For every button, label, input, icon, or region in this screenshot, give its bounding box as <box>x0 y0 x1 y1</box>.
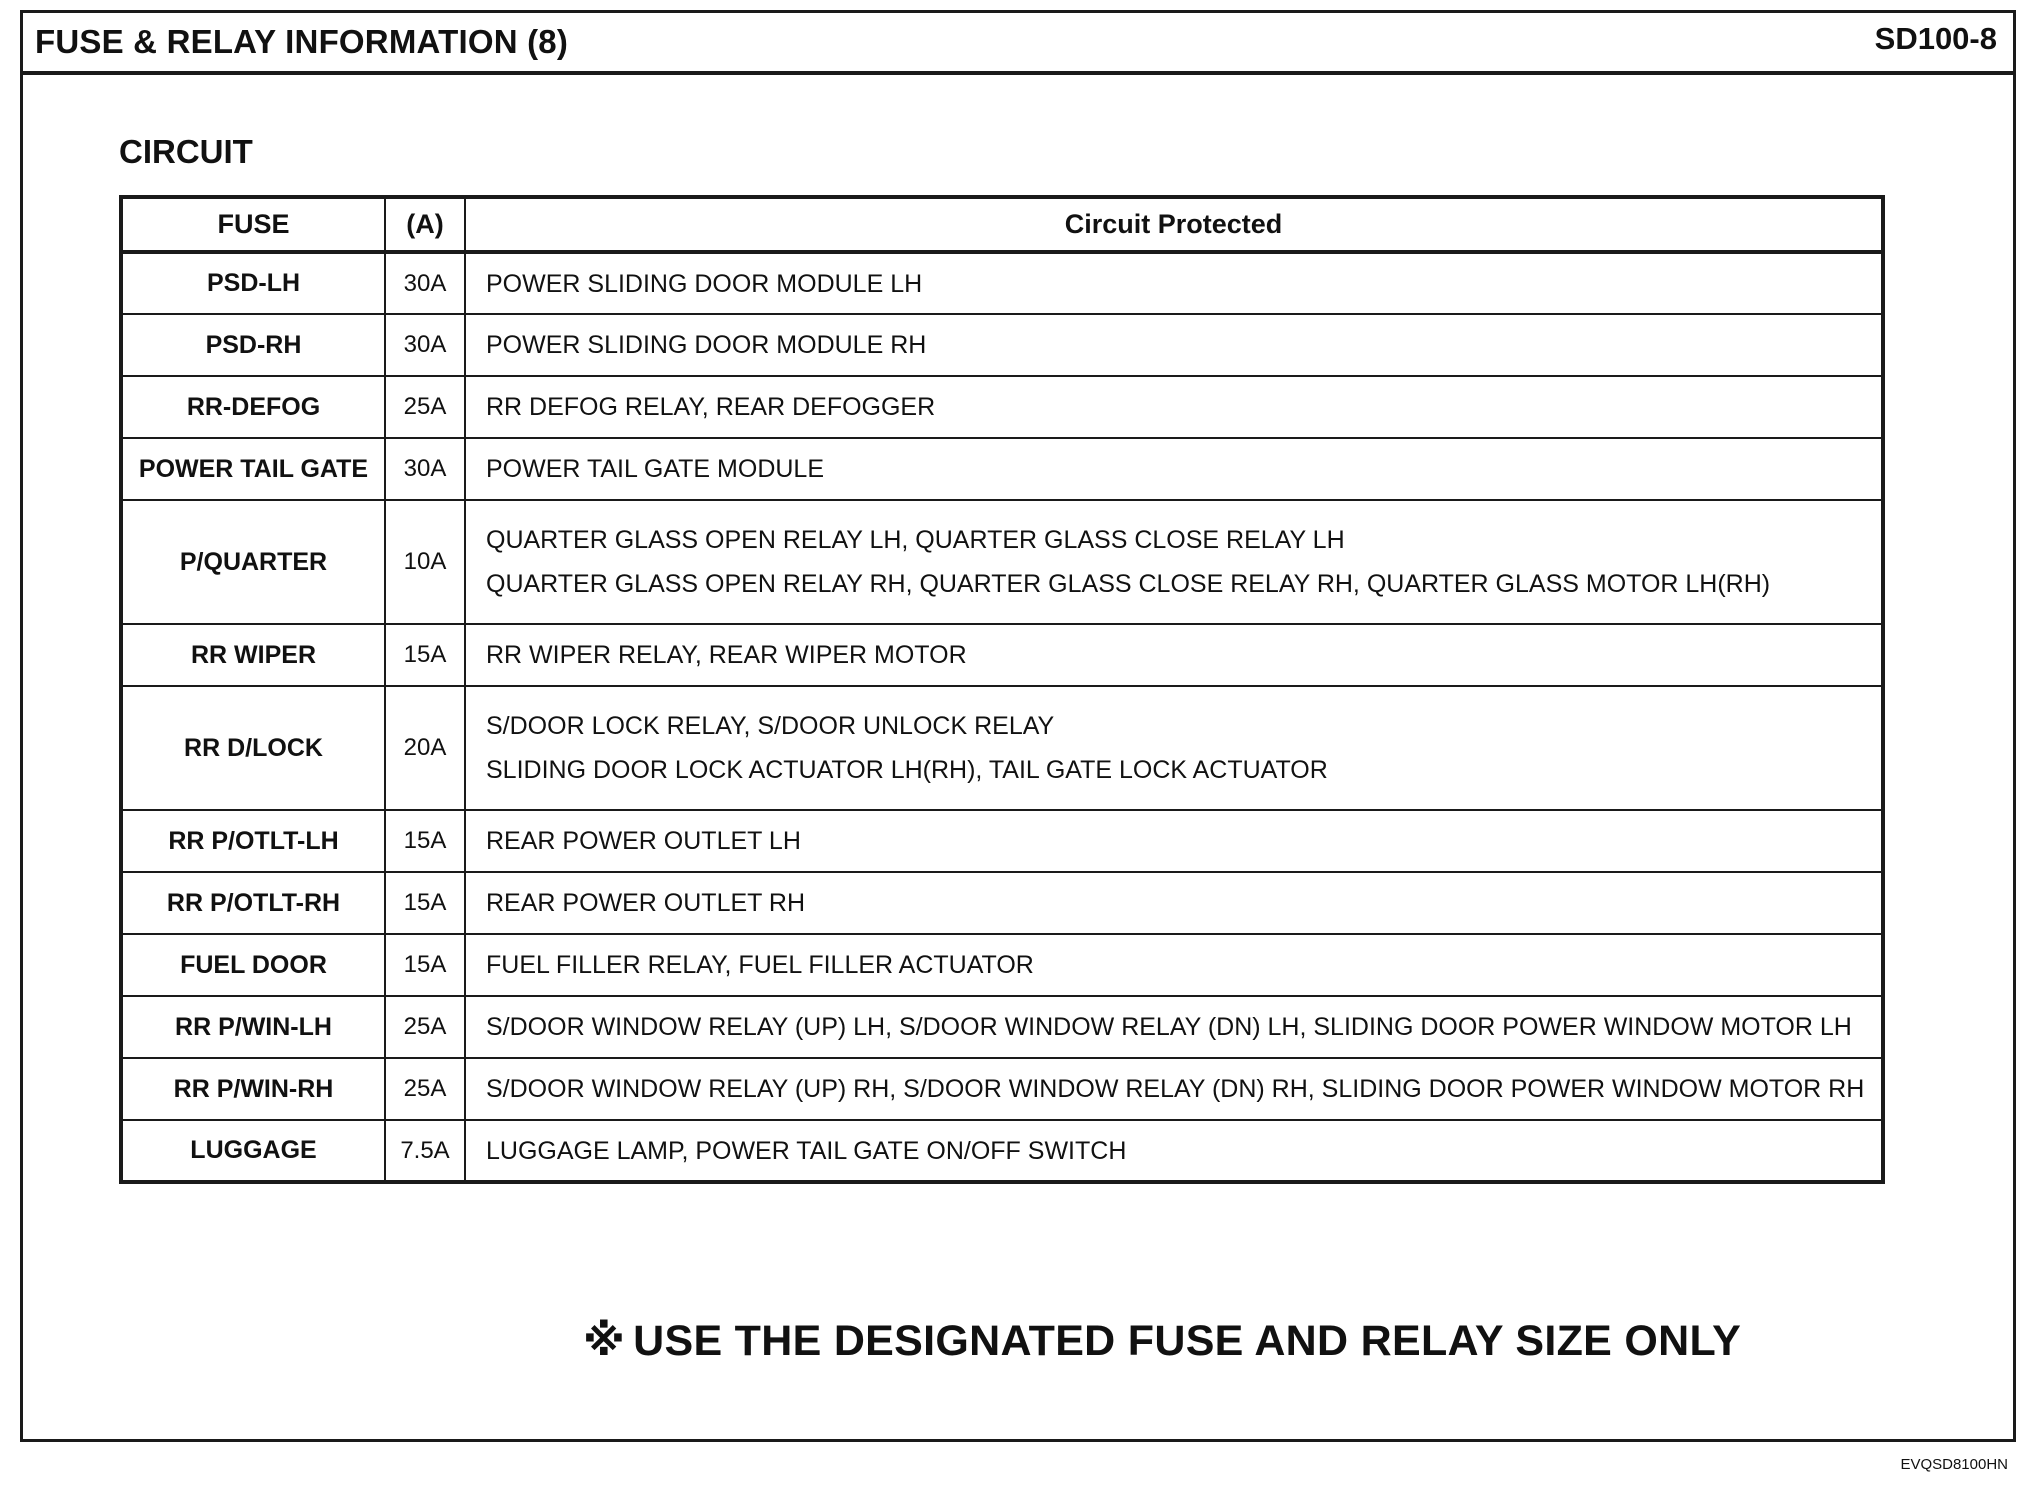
circuit-protected-cell <box>465 996 1883 1058</box>
circuit-protected-cell <box>465 810 1883 872</box>
fuse-rating-cell: 25A <box>385 376 465 438</box>
circuit-line: SLIDING DOOR LOCK ACTUATOR LH(RH), TAIL GATE LOCK ACTUATOR <box>486 756 1328 784</box>
circuit-line: QUARTER GLASS OPEN RELAY RH, QUARTER GLASS CLOSE RELAY RH, QUARTER GLASS MOTOR LH(RH) <box>486 570 1771 598</box>
circuit-protected-cell <box>465 252 1883 314</box>
section-title: CIRCUIT <box>119 133 253 170</box>
table-row <box>121 810 1883 872</box>
table-row <box>121 376 1883 438</box>
circuit-protected-cell <box>465 872 1883 934</box>
document-id: EVQSD8100HN <box>1900 1456 2008 1473</box>
fuse-table <box>119 195 1885 1184</box>
table-row <box>121 872 1883 934</box>
circuit-protected-cell <box>465 500 1883 624</box>
fuse-name-cell: PSD-LH <box>121 252 385 314</box>
page-title: FUSE & RELAY INFORMATION (8) <box>35 23 569 60</box>
circuit-line: RR DEFOG RELAY, REAR DEFOGGER <box>486 393 936 421</box>
circuit-line: QUARTER GLASS OPEN RELAY LH, QUARTER GLASS CLOSE RELAY LH <box>486 526 1345 554</box>
column-header-amp: (A) <box>385 197 465 252</box>
circuit-protected-cell <box>465 934 1883 996</box>
circuit-protected-cell <box>465 376 1883 438</box>
table-row <box>121 996 1883 1058</box>
fuse-rating-cell: 15A <box>385 624 465 686</box>
fuse-rating-cell: 15A <box>385 934 465 996</box>
fuse-rating-cell: 15A <box>385 872 465 934</box>
circuit-protected-cell <box>465 314 1883 376</box>
table-header-row <box>121 197 1883 252</box>
table-row <box>121 624 1883 686</box>
column-header-fuse: FUSE <box>121 197 385 252</box>
circuit-protected-cell <box>465 686 1883 810</box>
fuse-name-cell: RR P/OTLT-LH <box>121 810 385 872</box>
table-row <box>121 1058 1883 1120</box>
reference-mark-icon: ※ <box>583 1317 626 1365</box>
circuit-line: REAR POWER OUTLET LH <box>486 827 801 855</box>
table-row <box>121 1120 1883 1182</box>
table-row <box>121 500 1883 624</box>
circuit-line: LUGGAGE LAMP, POWER TAIL GATE ON/OFF SWITCH <box>486 1136 1127 1165</box>
circuit-line: FUEL FILLER RELAY, FUEL FILLER ACTUATOR <box>486 951 1034 979</box>
fuse-rating-cell: 10A <box>385 500 465 624</box>
circuit-protected-cell <box>465 624 1883 686</box>
circuit-line: POWER TAIL GATE MODULE <box>486 455 825 483</box>
table-row <box>121 314 1883 376</box>
circuit-line: S/DOOR WINDOW RELAY (UP) LH, S/DOOR WINDOW RELAY (DN) LH, SLIDING DOOR POWER WINDOW MOTOR LH <box>486 1013 1852 1041</box>
circuit-protected-cell <box>465 1120 1883 1182</box>
table-body <box>121 252 1883 1182</box>
fuse-rating-cell: 25A <box>385 996 465 1058</box>
fuse-rating-cell: 7.5A <box>385 1120 465 1182</box>
fuse-name-cell: LUGGAGE <box>121 1120 385 1182</box>
circuit-line: S/DOOR WINDOW RELAY (UP) RH, S/DOOR WINDOW RELAY (DN) RH, SLIDING DOOR POWER WINDOW MOTOR RH <box>486 1075 1865 1103</box>
usage-note-text: USE THE DESIGNATED FUSE AND RELAY SIZE ONLY <box>633 1317 1742 1365</box>
circuit-line: S/DOOR LOCK RELAY, S/DOOR UNLOCK RELAY <box>486 712 1055 740</box>
fuse-rating-cell: 30A <box>385 314 465 376</box>
fuse-name-cell: RR P/WIN-LH <box>121 996 385 1058</box>
fuse-name-cell: RR P/OTLT-RH <box>121 872 385 934</box>
fuse-name-cell: POWER TAIL GATE <box>121 438 385 500</box>
table-row <box>121 934 1883 996</box>
fuse-name-cell: RR WIPER <box>121 624 385 686</box>
fuse-rating-cell: 30A <box>385 438 465 500</box>
page-code: SD100-8 <box>1874 21 1997 56</box>
usage-note <box>583 1316 1741 1366</box>
circuit-protected-cell <box>465 1058 1883 1120</box>
circuit-line: POWER SLIDING DOOR MODULE RH <box>486 331 927 359</box>
fuse-rating-cell: 25A <box>385 1058 465 1120</box>
circuit-line: POWER SLIDING DOOR MODULE LH <box>486 269 923 298</box>
fuse-name-cell: RR D/LOCK <box>121 686 385 810</box>
column-header-circuit: Circuit Protected <box>465 197 1883 252</box>
circuit-line: REAR POWER OUTLET RH <box>486 889 806 917</box>
fuse-rating-cell: 20A <box>385 686 465 810</box>
table-row <box>121 686 1883 810</box>
fuse-name-cell: FUEL DOOR <box>121 934 385 996</box>
circuit-line: RR WIPER RELAY, REAR WIPER MOTOR <box>486 641 967 669</box>
fuse-name-cell: P/QUARTER <box>121 500 385 624</box>
fuse-rating-cell: 30A <box>385 252 465 314</box>
fuse-name-cell: RR-DEFOG <box>121 376 385 438</box>
header-bar <box>23 13 2013 75</box>
fuse-name-cell: RR P/WIN-RH <box>121 1058 385 1120</box>
fuse-name-cell: PSD-RH <box>121 314 385 376</box>
fuse-rating-cell: 15A <box>385 810 465 872</box>
circuit-protected-cell <box>465 438 1883 500</box>
table-row <box>121 438 1883 500</box>
table-row <box>121 252 1883 314</box>
